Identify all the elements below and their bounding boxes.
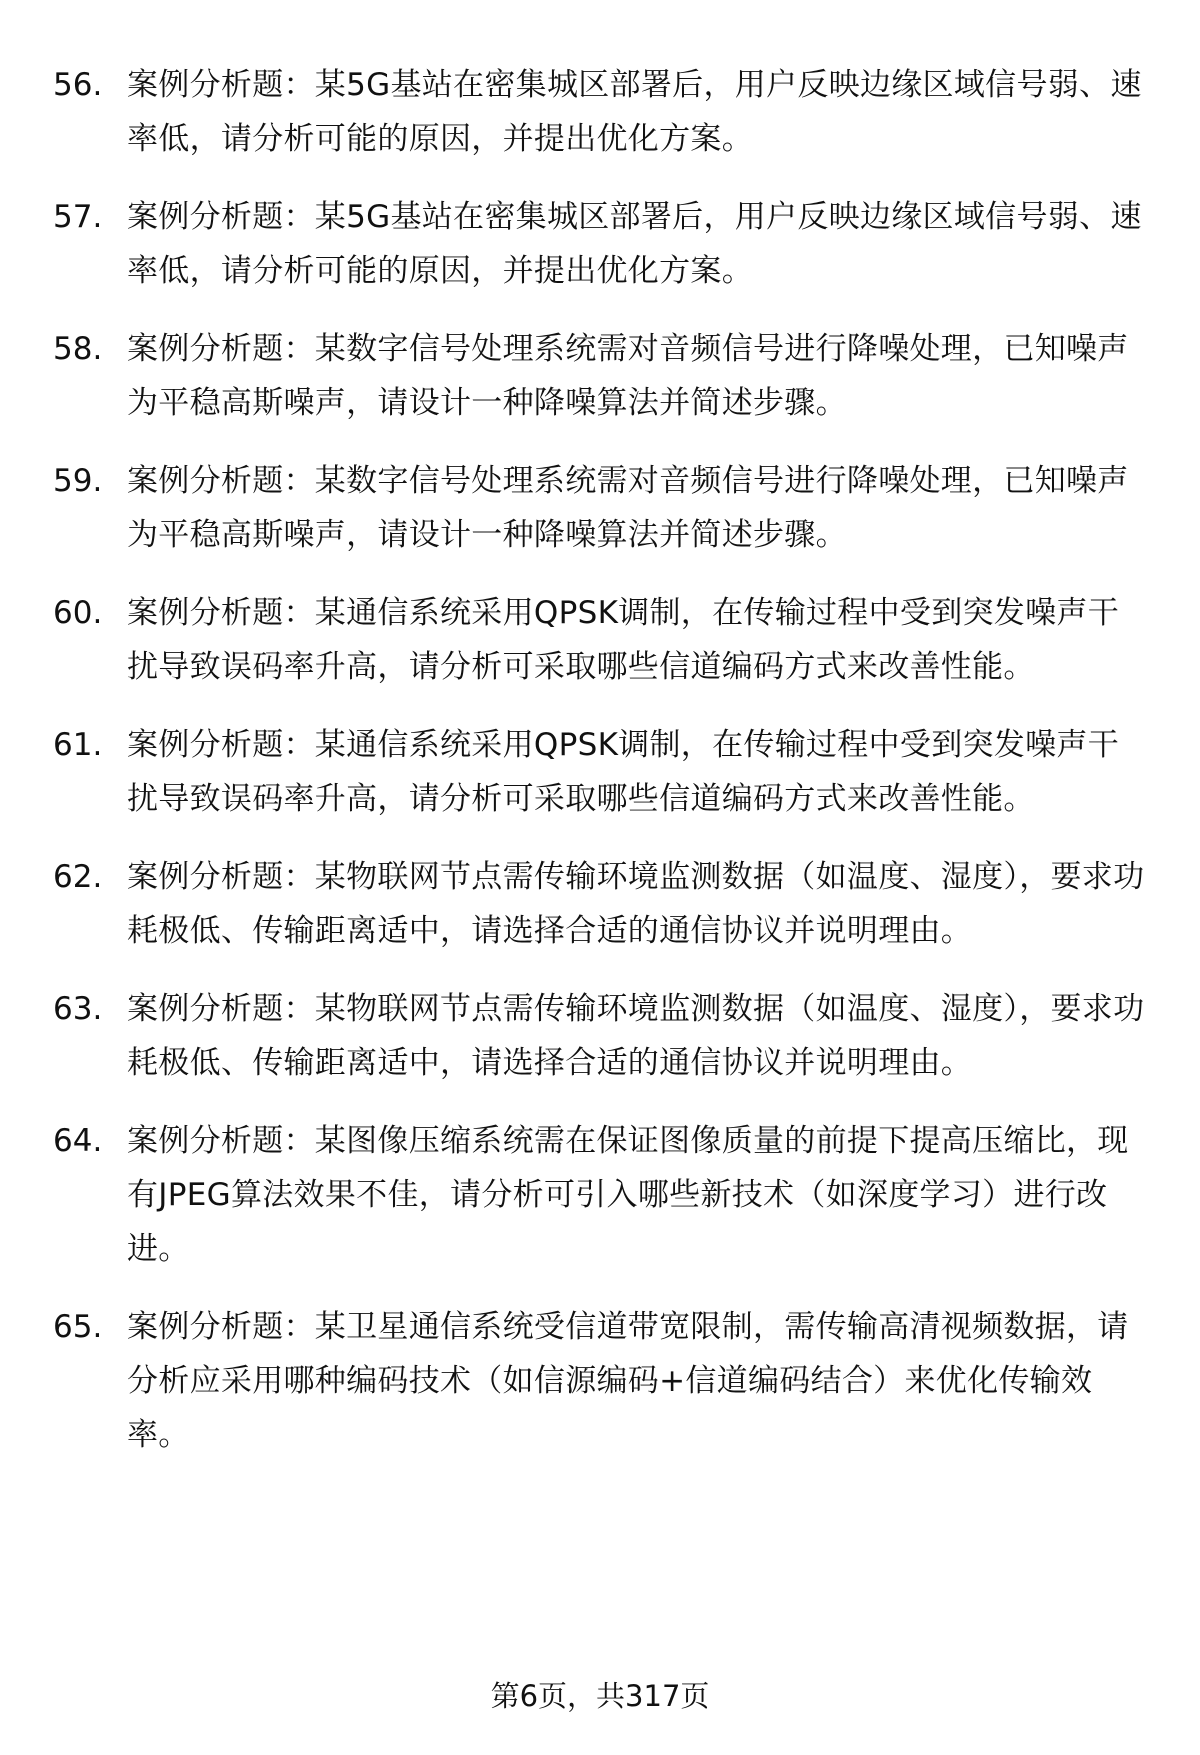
question-number: 59.: [53, 463, 103, 499]
question-number: 57.: [53, 199, 103, 235]
question-text: 案例分析题：某通信系统采用QPSK调制，在传输过程中受到突发噪声干扰导致误码率升高，请分析可采取哪些信道编码方式来改善性能。: [127, 595, 1119, 685]
question-number: 63.: [53, 991, 103, 1027]
question-item: [0, 1114, 1200, 1276]
question-item: [0, 982, 1200, 1090]
question-item: [0, 190, 1200, 298]
question-number: 56.: [53, 67, 103, 103]
question-item: [0, 322, 1200, 430]
question-item: [0, 718, 1200, 826]
question-text: 案例分析题：某5G基站在密集城区部署后，用户反映边缘区域信号弱、速率低，请分析可能的原因，并提出优化方案。: [127, 67, 1142, 157]
question-text: 案例分析题：某5G基站在密集城区部署后，用户反映边缘区域信号弱、速率低，请分析可能的原因，并提出优化方案。: [127, 199, 1142, 289]
question-text: 案例分析题：某物联网节点需传输环境监测数据（如温度、湿度），要求功耗极低、传输距离适中，请选择合适的通信协议并说明理由。: [127, 991, 1145, 1081]
question-number: 60.: [53, 595, 103, 631]
question-number: 65.: [53, 1309, 103, 1345]
question-text: 案例分析题：某数字信号处理系统需对音频信号进行降噪处理，已知噪声为平稳高斯噪声，请设计一种降噪算法并简述步骤。: [127, 331, 1129, 421]
watermark: ​: [230, 700, 352, 857]
question-number: 61.: [53, 727, 103, 763]
page-footer: 第6页，共317页: [490, 1679, 710, 1713]
question-text: 案例分析题：某通信系统采用QPSK调制，在传输过程中受到突发噪声干扰导致误码率升高，请分析可采取哪些信道编码方式来改善性能。: [127, 727, 1119, 817]
question-number: 58.: [53, 331, 103, 367]
question-text: 案例分析题：某数字信号处理系统需对音频信号进行降噪处理，已知噪声为平稳高斯噪声，请设计一种降噪算法并简述步骤。: [127, 463, 1129, 553]
question-text: 案例分析题：某卫星通信系统受信道带宽限制，需传输高清视频数据，请分析应采用哪种编码技术（如信源编码+信道编码结合）来优化传输效率。: [127, 1309, 1129, 1453]
question-text: 案例分析题：某图像压缩系统需在保证图像质量的前提下提高压缩比，现有JPEG算法效果不佳，请分析可引入哪些新技术（如深度学习）进行改进。: [127, 1123, 1129, 1267]
question-number: 64.: [53, 1123, 103, 1159]
question-item: [0, 850, 1200, 958]
question-item: [0, 586, 1200, 694]
question-number: 62.: [53, 859, 103, 895]
question-text: 案例分析题：某物联网节点需传输环境监测数据（如温度、湿度），要求功耗极低、传输距离适中，请选择合适的通信协议并说明理由。: [127, 859, 1145, 949]
question-item: [0, 58, 1200, 166]
question-item: [0, 454, 1200, 562]
question-item: [0, 1300, 1200, 1462]
question-list: [0, 58, 1200, 1486]
